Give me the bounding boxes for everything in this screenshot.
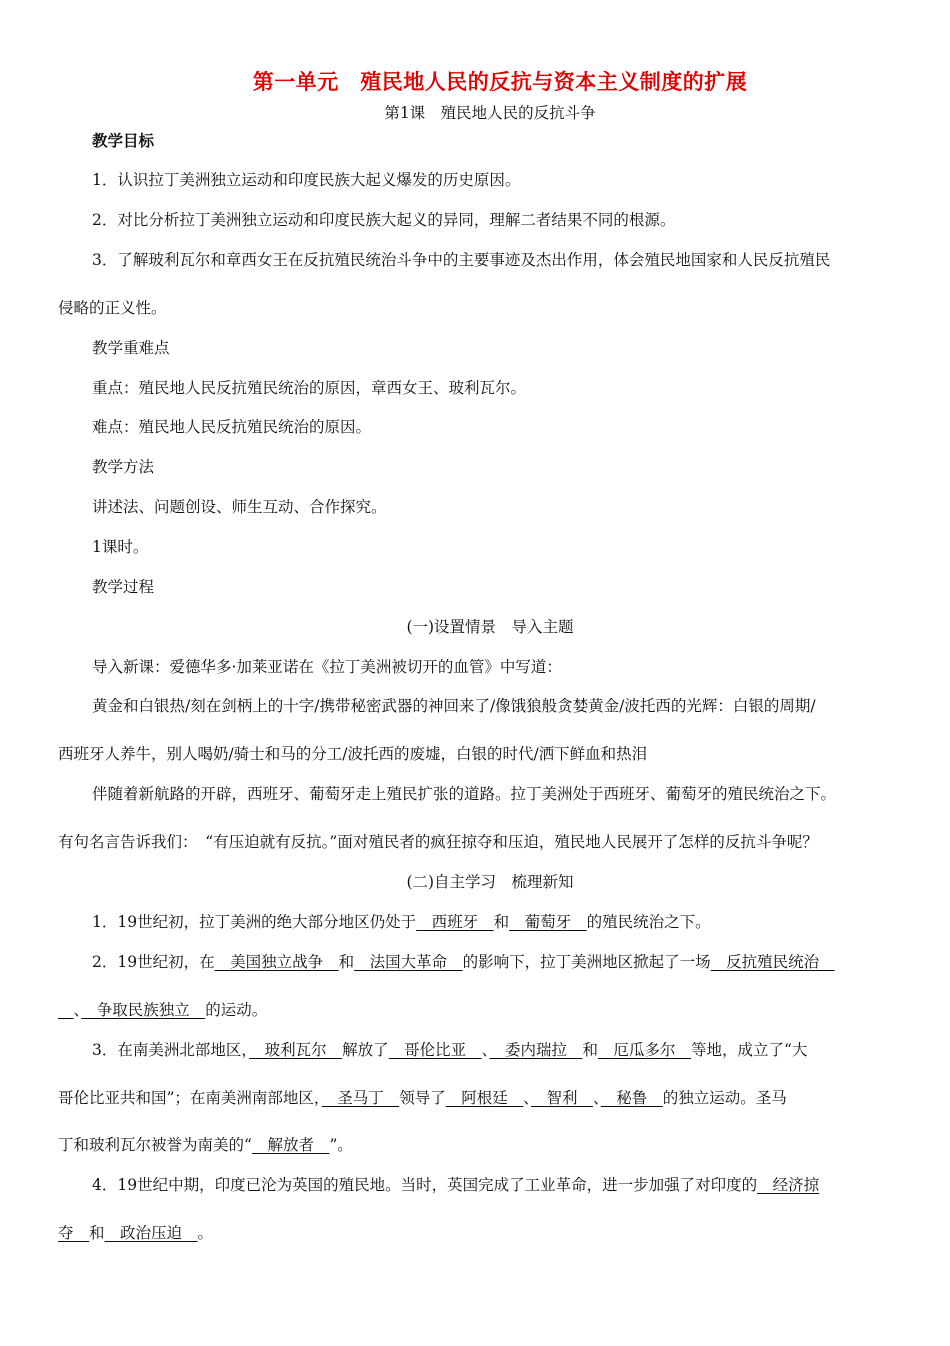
paragraph-line-1: 伴随着新航路的开辟，西班牙、葡萄牙走上殖民扩张的道路。拉丁美洲处于西班牙、葡萄牙的殖民统治之下。 <box>92 785 837 803</box>
q2-text-3: 的影响下，拉丁美洲地区掀起了一场 <box>462 953 711 971</box>
q1-answer-1: 西班牙 <box>416 913 494 931</box>
q1-text-2: 和 <box>493 913 510 931</box>
method-text: 讲述法、问题创设、师生互动、合作探究。 <box>92 498 387 516</box>
q3-answer-9: 解放者 <box>251 1136 330 1154</box>
q3-text-8: 、 <box>523 1089 531 1107</box>
q3-text-4: 和 <box>582 1041 598 1059</box>
paragraph-line-2: 有句名言告诉我们： “有压迫就有反抗。”面对殖民者的疯狂掠夺和压迫，殖民地人民展开了怎样的反抗斗争呢？ <box>58 833 818 851</box>
q3-answer-7: 智利 <box>531 1089 594 1107</box>
process-heading: 教学过程 <box>92 578 155 596</box>
q4-answer-1-tail: 夺 <box>58 1224 90 1242</box>
q3-answer-5: 圣马丁 <box>321 1089 400 1107</box>
goal-1: 1．认识拉丁美洲独立运动和印度民族大起义爆发的历史原因。 <box>92 171 521 189</box>
q2-answer-1: 美国独立战争 <box>214 953 339 971</box>
q2-answer-4: 争取民族独立 <box>81 1001 206 1019</box>
q4-answer-2: 政治压迫 <box>104 1224 198 1242</box>
key-heading: 教学重难点 <box>92 339 170 357</box>
goal-3-line-1: 3．了解玻利瓦尔和章西女王在反抗殖民统治斗争中的主要事迹及杰出作用，体会殖民地国家和人民反抗殖民 <box>92 251 831 269</box>
question-2-line-2 <box>58 999 267 1021</box>
q3-text-6: 哥伦比亚共和国”；在南美洲南部地区， <box>58 1089 322 1107</box>
q3-answer-4: 厄瓜多尔 <box>597 1041 691 1059</box>
question-4-line-2 <box>58 1222 213 1244</box>
q3-answer-8: 秘鲁 <box>600 1089 663 1107</box>
hard-point: 难点：殖民地人民反抗殖民统治的原因。 <box>92 418 372 436</box>
q3-answer-3: 委内瑞拉 <box>489 1041 583 1059</box>
method-heading: 教学方法 <box>92 458 155 476</box>
q3-text-9: 、 <box>593 1089 601 1107</box>
q3-text-1: 3．在南美洲北部地区， <box>92 1041 250 1059</box>
q1-answer-2: 葡萄牙 <box>509 913 587 931</box>
q4-text-2: 和 <box>89 1224 105 1242</box>
q2-text-2: 和 <box>338 953 355 971</box>
q2-answer-2: 法国大革命 <box>354 953 463 971</box>
class-hours: 1课时。 <box>92 538 149 556</box>
q3-text-10: 的独立运动。圣马 <box>662 1089 787 1107</box>
poem-line-1: 黄金和白银热/刻在剑柄上的十字/携带秘密武器的神回来了/像饿狼般贪婪黄金/波托西的光辉：白银的周期/ <box>92 697 816 715</box>
key-point: 重点：殖民地人民反抗殖民统治的原因，章西女王、玻利瓦尔。 <box>92 379 527 397</box>
q3-answer-6: 阿根廷 <box>445 1089 524 1107</box>
question-3-line-2 <box>58 1087 787 1109</box>
goal-3-line-2: 侵略的正义性。 <box>58 299 167 317</box>
question-2-line-1 <box>92 951 835 973</box>
unit-title: 第一单元 殖民地人民的反抗与资本主义制度的扩展 <box>252 70 748 94</box>
section-2-heading: (二)自主学习 梳理新知 <box>406 873 574 891</box>
q1-text-3: 的殖民统治之下。 <box>586 913 711 931</box>
q4-text-3: 。 <box>197 1224 214 1242</box>
question-3-line-1 <box>92 1039 807 1061</box>
q3-text-5: 等地，成立了“大 <box>690 1041 808 1059</box>
question-1 <box>92 911 711 933</box>
intro-text: 导入新课：爱德华多·加莱亚诺在《拉丁美洲被切开的血管》中写道： <box>92 658 562 676</box>
goal-2: 2．对比分析拉丁美洲独立运动和印度民族大起义的异同，理解二者结果不同的根源。 <box>92 211 676 229</box>
question-4-line-1 <box>92 1174 819 1196</box>
q4-answer-1: 经济掠 <box>757 1176 820 1194</box>
q2-text-5: 的运动。 <box>205 1001 268 1019</box>
q2-text-4: 、 <box>73 1001 82 1019</box>
q3-answer-1: 玻利瓦尔 <box>249 1041 343 1059</box>
lesson-title: 第1课 殖民地人民的反抗斗争 <box>384 104 596 122</box>
q2-answer-3-tail <box>58 1001 74 1019</box>
q3-text-7: 领导了 <box>399 1089 446 1107</box>
section-1-heading: (一)设置情景 导入主题 <box>406 618 574 636</box>
q2-text-1: 2．19世纪初，在 <box>92 953 215 971</box>
q1-text-1: 1．19世纪初，拉丁美洲的绝大部分地区仍处于 <box>92 913 417 931</box>
q2-answer-3: 反抗殖民统治 <box>710 953 835 971</box>
q3-text-2: 解放了 <box>342 1041 389 1059</box>
q3-answer-2: 哥伦比亚 <box>388 1041 482 1059</box>
goals-heading: 教学目标 <box>92 132 155 150</box>
question-3-line-3 <box>58 1134 353 1156</box>
q3-text-12: ”。 <box>329 1136 353 1154</box>
q3-text-11: 丁和玻利瓦尔被誉为南美的“ <box>58 1136 252 1154</box>
q3-text-3: 、 <box>481 1041 490 1059</box>
poem-line-2: 西班牙人养牛，别人喝奶/骑士和马的分工/波托西的废墟，白银的时代/洒下鲜血和热泪 <box>58 745 648 763</box>
q4-text-1: 4．19世纪中期，印度已沦为英国的殖民地。当时，英国完成了工业革命，进一步加强了对印度的 <box>92 1176 758 1194</box>
